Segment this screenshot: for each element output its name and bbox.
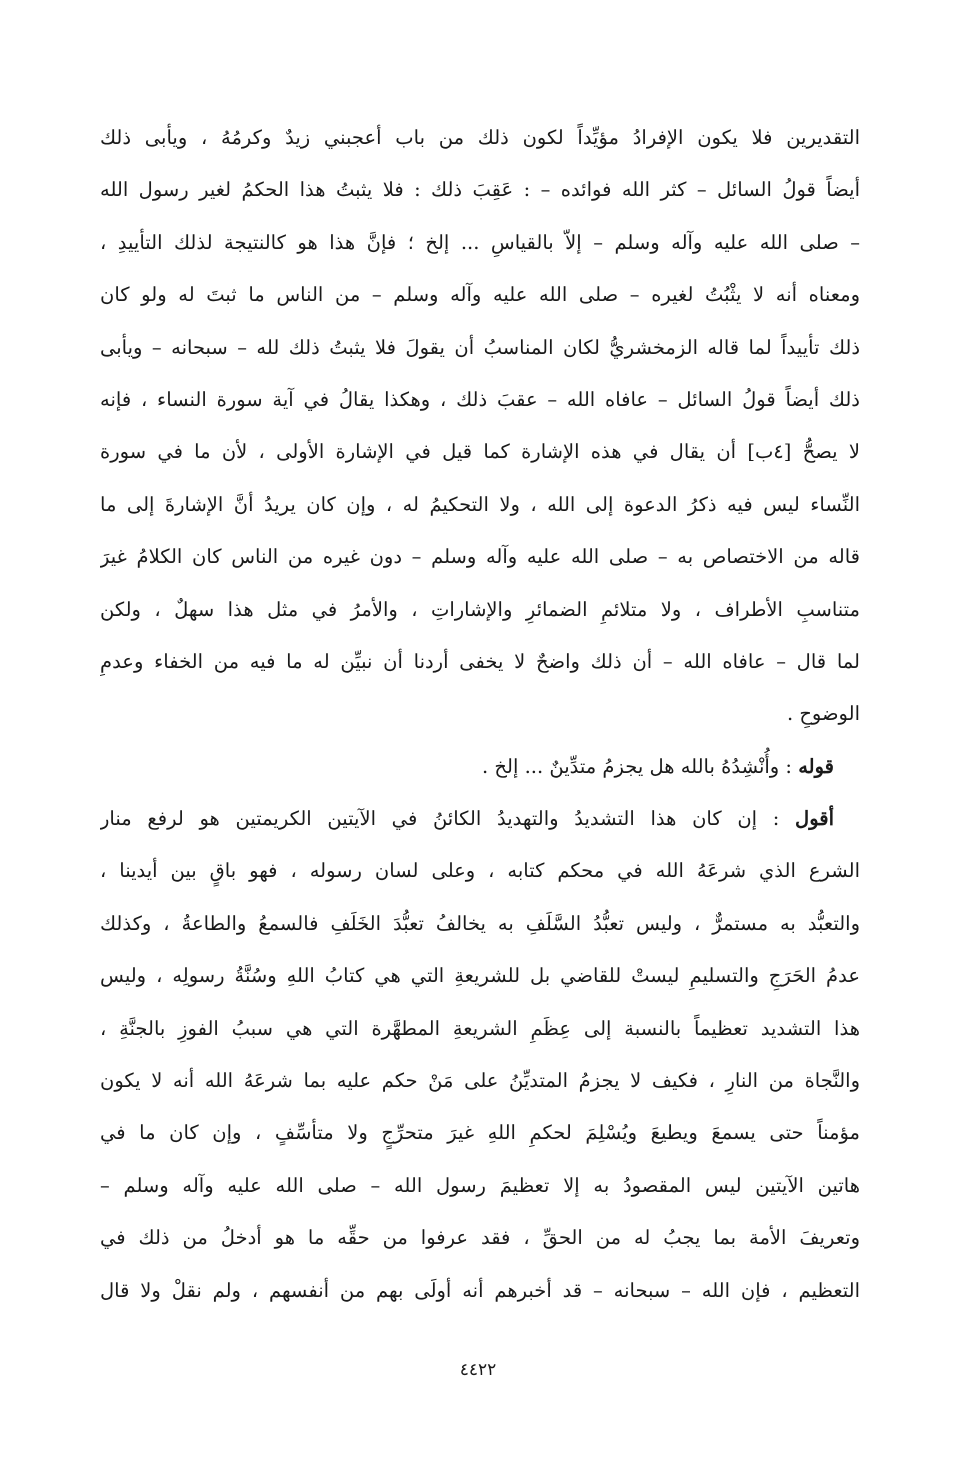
text-line: متناسبِ الأطراف ، ولا متلائمِ الضمائرِ والإشاراتِ ، والأمرُ في مثل هذا سهلٌ ، ولكن	[100, 597, 860, 621]
text-line: عدمُ الحَرَجِ والتسليمِ ليستْ للقاضي بل للشريعةِ التي هي كتابُ اللهِ وسُنَّةُ رسولِه ، وليس	[100, 964, 860, 988]
text-line: ذلك تأييداً لما قاله الزمخشريُّ لكان المناسبُ أن يقولَ فلا يثبتُ ذلك لله – سبحانه – ويأبى	[100, 335, 860, 359]
text-line: – صلى الله عليه وآله وسلم – إلاّ بالقياسِ ... إلخ ؛ فإنَّ هذا هو كالنتيجة لذلك التأييدِ ،	[100, 230, 860, 254]
paragraph-quote	[100, 741, 860, 793]
page-number: ٤٤٢٢	[459, 1360, 497, 1380]
paragraph-lead: أقول	[795, 807, 835, 831]
text-line: أيضاً قولُ السائل – كثر الله فوائده – : عَقِبَ ذلك : فلا يثبتُ هذا الحكمُ لغير رسول الله	[100, 178, 860, 202]
text-line: والتعبُّد به مستمرٌّ ، وليس تعبُّدُ السَّلَفِ به يخالفُ تعبُّدَ الخَلَفِ فالسمعُ والطاعةُ ، وكذلك	[100, 911, 860, 935]
text-line: قاله من الاختصاص به – صلى الله عليه وآله وسلم – دون غيره من الناس كان الكلامُ غيرَ	[100, 545, 860, 569]
text-body	[100, 112, 860, 1317]
text-line: مؤمناً حتى يسمعَ ويطيعَ ويُسْلِمَ لحكمِ اللهِ غيرَ متحرِّجٍ ولا متأسِّفٍ ، وإن كان ما في	[100, 1121, 860, 1145]
paragraph-text: : إن كان هذا التشديدُ والتهديدُ الكائنُ في الآيتين الكريمتين هو لرفع منار	[100, 807, 796, 831]
text-line: الوضوحِ .	[786, 702, 860, 726]
paragraph-text: : وأُنْشِدُهُ بالله هل يجزمُ متدِّينٌ ... إلخ .	[482, 754, 799, 778]
text-line: التقديرين فلا يكون الإفرادُ مؤيِّداً لكون ذلك من باب أعجبني زيدٌ وكرمُهُ ، ويأبى ذلك	[100, 126, 860, 149]
text-line: النِّساء ليس فيه ذكرُ الدعوة إلى الله ، ولا التحكيمُ له ، وإن كان يريدُ أنَّ الإشارةَ إلى ما	[100, 492, 860, 516]
text-line: والنَّجاة من النارِ ، فكيف لا يجزمُ المتديِّنُ على مَنْ حكم عليه بما شرعَهُ الله أنه لا يكون	[100, 1069, 860, 1093]
text-line: ومعناه أنه لا يثْبُتُ لغيره – صلى الله عليه وآله وسلم – من الناس ما ثبتَ له ولو كان	[100, 283, 860, 307]
paragraph-reply	[100, 793, 860, 845]
paragraph-lead: قوله	[798, 754, 834, 778]
text-line: لما قال – عافاه الله – أن ذلك واضحٌ لا يخفى أردنا أن نبيِّن له ما فيه من الخفاء وعدمِ	[100, 649, 860, 673]
text-line: التعظيم ، فإن الله – سبحانه – قد أخبرهم أنه أولَى بهم من أنفسهم ، ولم نقلْ ولا قال	[100, 1278, 860, 1302]
text-line: وتعريفَ الأمة بما يجبُ له من الحقِّ ، فقد عرفوا من حقِّه ما هو أدخلُ من ذلك في	[100, 1226, 860, 1250]
text-line: هذا التشديد تعظيماً بالنسبة إلى عِظَمِ الشريعةِ المطهَّرة التي هي سببُ الفوزِ بالجنَّةِ ،	[100, 1016, 860, 1040]
text-line: لا يصحُّ [٤ب] أن يقال في هذه الإشارة كما قيل في الإشارة الأولى ، لأن ما في سورة	[100, 440, 860, 464]
text-line: هاتين الآيتين ليس المقصودُ به إلا تعظيمَ رسول الله – صلى الله عليه وآله وسلم –	[100, 1173, 860, 1197]
text-line: الشرع الذي شرعَهُ الله في محكم كتابه ، وعلى لسان رسوله ، فهو باقٍ بين أيدينا ،	[100, 859, 860, 883]
text-line: ذلك أيضاً قولُ السائل – عافاه الله – عقبَ ذلك ، وهكذا يقالُ في آية سورة النساء ، فإنه	[100, 387, 860, 411]
